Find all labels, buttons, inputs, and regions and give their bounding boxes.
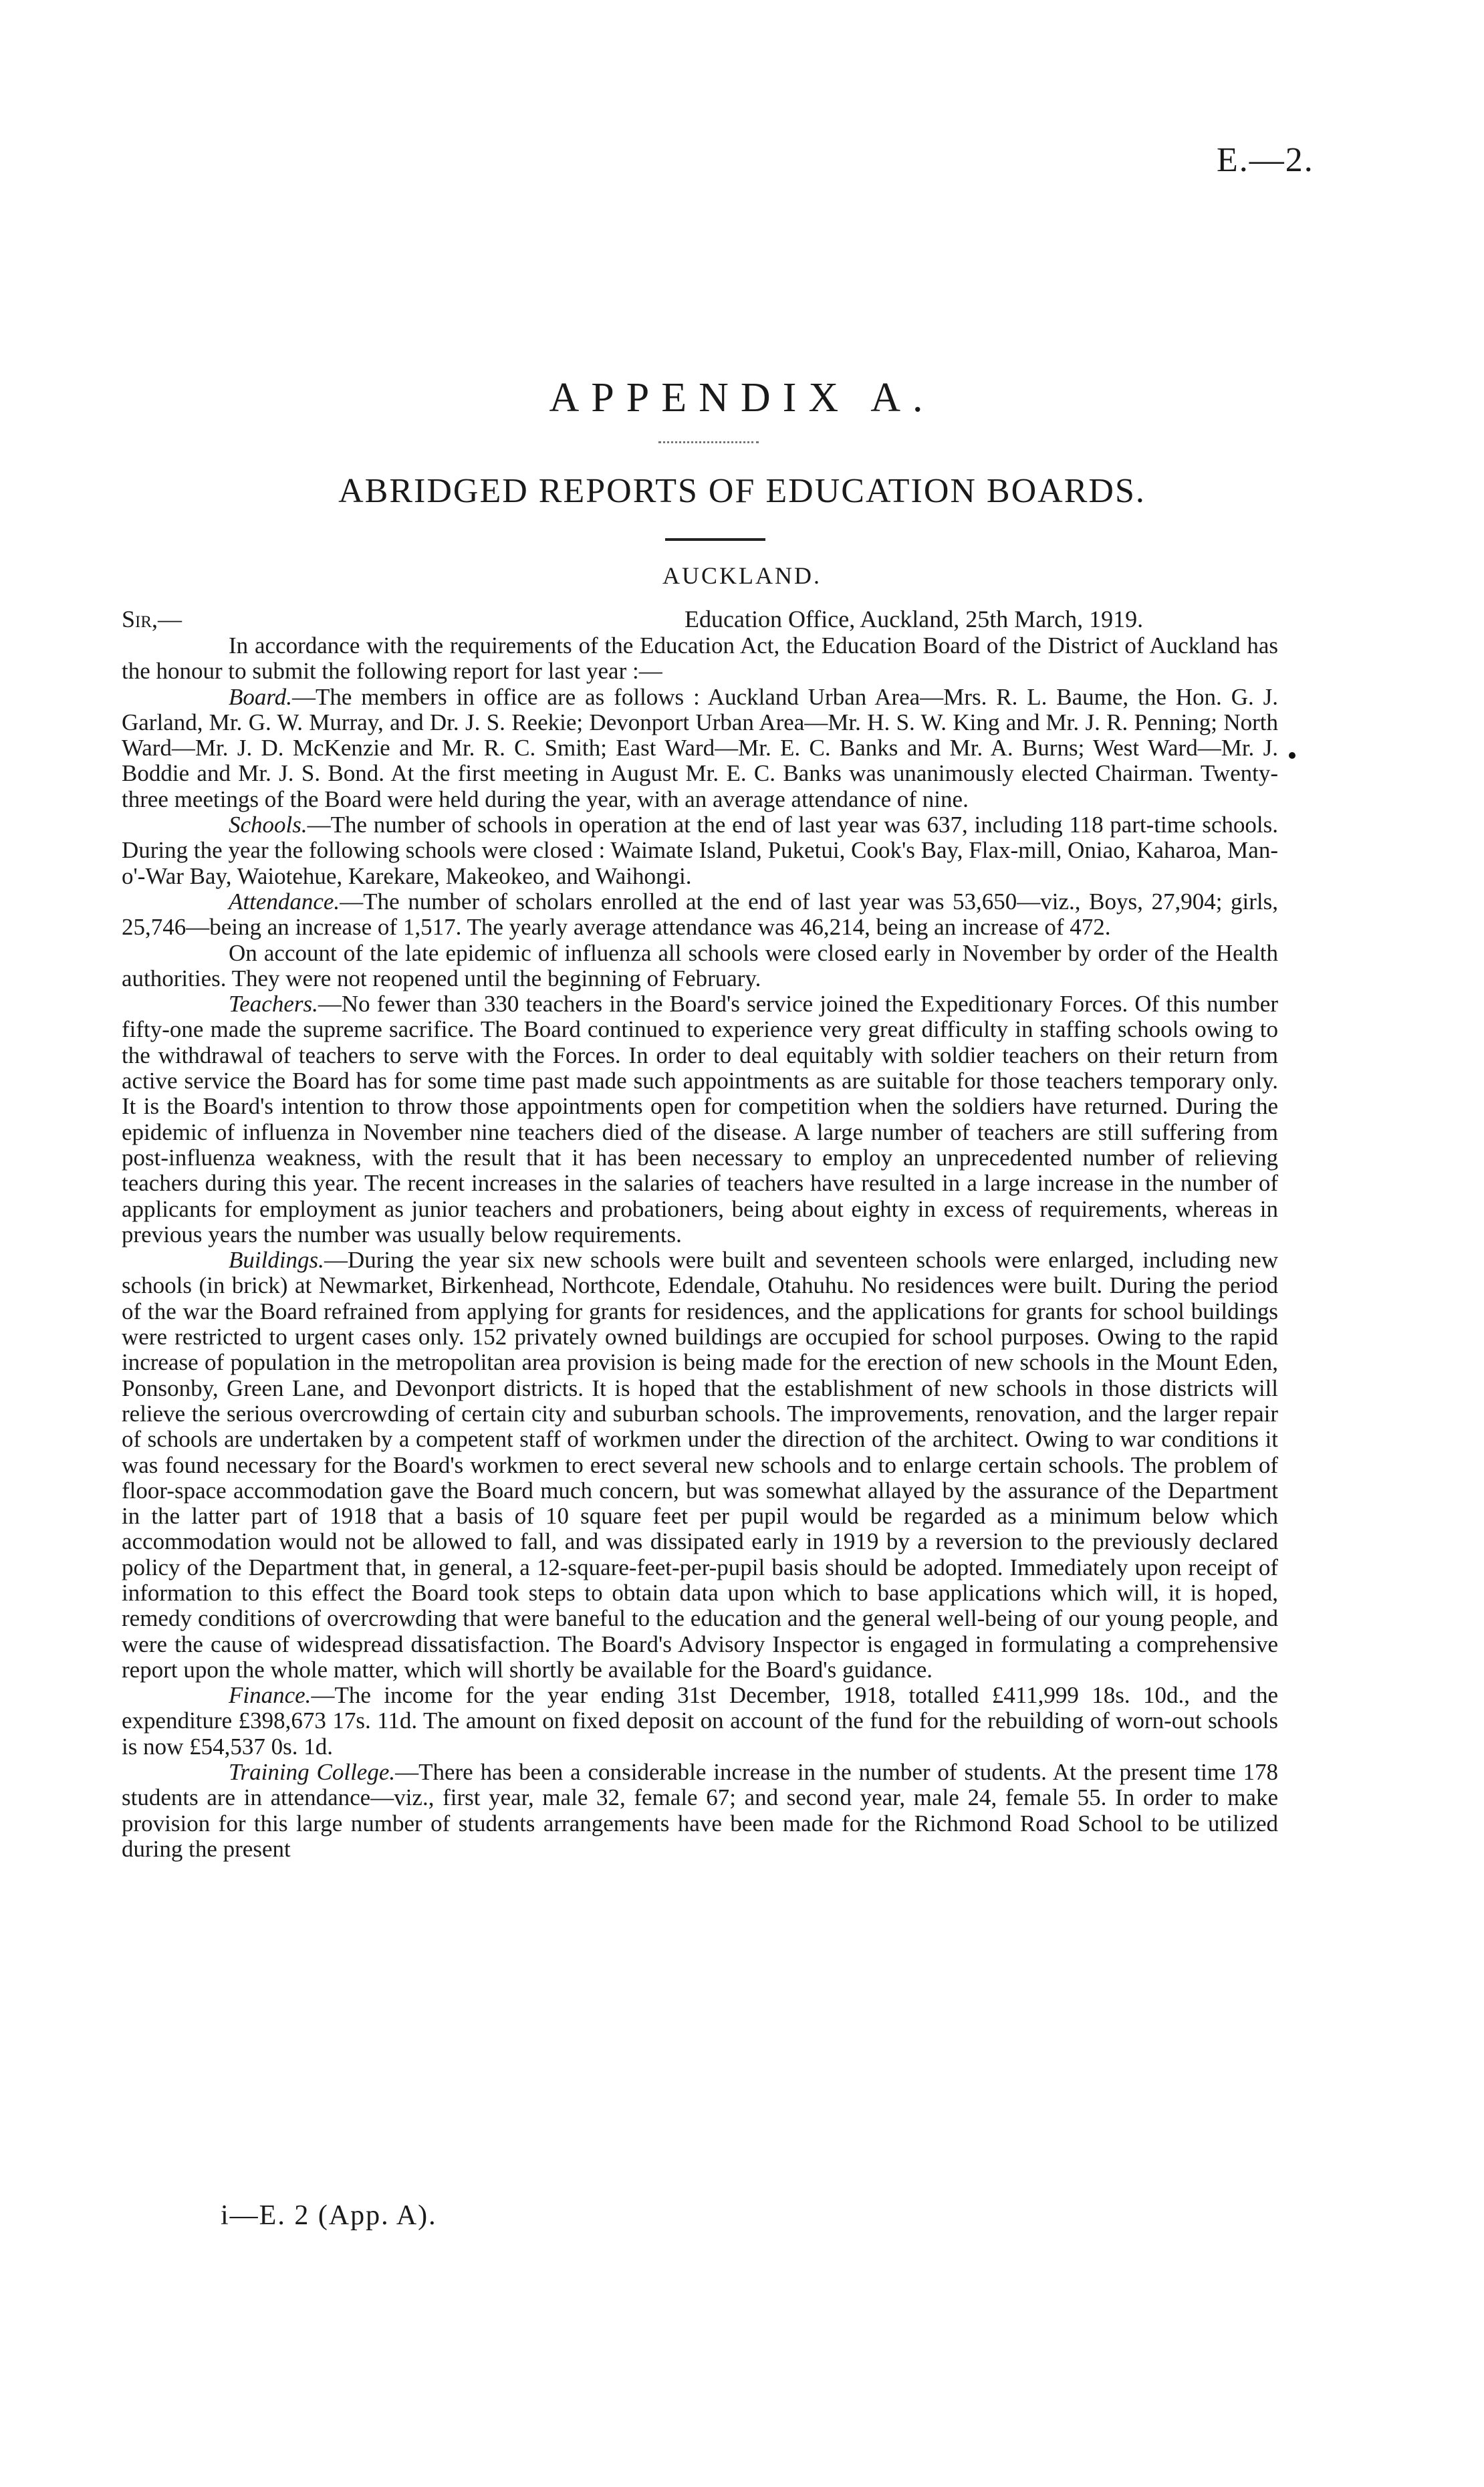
paragraph-training-college — [122, 1760, 1278, 1862]
document-subtitle: ABRIDGED REPORTS OF EDUCATION BOARDS. — [338, 472, 1146, 510]
section-heading: Finance. — [229, 1682, 312, 1709]
salutation: Sir,— — [122, 606, 182, 632]
section-text: —The members in office are as follows : Auckland Urban Area—Mrs. R. L. Baume, the Hon. G. J. Garland, Mr. G. W. Murray, and Dr. J. S. Reekie; Devonport Urban Area—Mr. H. S. W. King and Mr. J. R. Penning; North Ward—Mr. J. D. McKenzie and Mr. R. C. Smith; East Ward—Mr. E. C. Banks and Mr. A. Burns; West Ward—Mr. J. Boddie and Mr. J. S. Bond. At the first meeting in August Mr. E. C. Banks was unanimously elected Chairman. Twenty-three meetings of the Board were held during the year, with an average attendance of nine. — [122, 683, 1278, 812]
paragraph-influenza — [122, 941, 1278, 992]
page-reference: E.—2. — [1217, 141, 1314, 179]
section-text: —No fewer than 330 teachers in the Board's service joined the Expeditionary Forces. Of this number fifty-one made the supreme sacrifice. The Board continued to experience very great difficulty in staffing schools owing to the withdrawal of teachers to serve with the Forces. In order to deal equitably with soldier teachers on their return from active service the Board has for some time past made such appointments as are suitable for those teachers temporary only. It is the Board's intention to throw those appointments open for competition when the soldiers have returned. During the epidemic of influenza in November nine teachers died of the disease. A large number of teachers are still suffering from post-influenza weakness, with the result that it has been necessary to employ an unprecedented number of relieving teachers during this year. The recent increases in the salaries of teachers have resulted in a large increase in the number of applicants for employment as junior teachers and probationers, being about eighty in excess of requirements, whereas in previous years the number was usually below requirements. — [122, 991, 1278, 1248]
title-rule — [665, 538, 765, 541]
section-heading: Training College. — [229, 1759, 396, 1786]
section-heading: Attendance. — [229, 888, 340, 915]
section-text: —During the year six new schools were built and seventeen schools were enlarged, including new schools (in brick) at Newmarket, Birkenhead, Northcote, Edendale, Otahuhu. No residences were built. During the period of the war the Board refrained from applying for grants for residences, and the applications for grants for school buildings were restricted to urgent cases only. 152 privately owned buildings are occupied for school purposes. Owing to the rapid increase of population in the metropolitan area provision is being made for the erection of new schools in the Mount Eden, Ponsonby, Green Lane, and Devonport districts. It is hoped that the establishment of new schools in those districts will relieve the serious overcrowding of certain city and suburban schools. The improvements, renovation, and the larger repair of schools are undertaken by a competent staff of workmen under the direction of the architect. Owing to war conditions it was found necessary for the Board's workmen to erect several new schools and to enlarge certain schools. The problem of floor-space accommodation gave the Board much concern, but was somewhat allayed by the assurance of the Department in the latter part of 1918 that a basis of 10 square feet per pupil would be regarded as a minimum below which accommodation would not be allowed to fall, and was dissipated early in 1919 by a reversion to the previously declared policy of the Department that, in general, a 12-square-feet-per-pupil basis should be adopted. Immediately upon receipt of information to this effect the Board took steps to obtain data upon which to base applications which will, it is hoped, remedy conditions of overcrowding that were baneful to the education and the general well-being of our young people, and were the cause of widespread dissatisfaction. The Board's Advisory Inspector is engaged in formulating a comprehensive report upon the whole matter, which will shortly be available for the Board's guidance. — [122, 1247, 1278, 1683]
section-heading: Teachers. — [229, 991, 318, 1018]
paragraph-board — [122, 685, 1278, 812]
section-text: —The income for the year ending 31st December, 1918, totalled £411,999 18s. 10d., and the expenditure £398,673 17s. 11d. The amount on fixed deposit on account of the fund for the rebuilding of worn-out schools is now £54,537 0s. 1d. — [122, 1682, 1278, 1760]
report-body — [122, 633, 1278, 1862]
paragraph-buildings — [122, 1248, 1278, 1683]
appendix-title: APPENDIX A. — [549, 375, 935, 421]
paragraph-schools — [122, 812, 1278, 889]
paragraph-finance — [122, 1683, 1278, 1760]
section-heading: Schools. — [229, 812, 307, 838]
section-heading: Buildings. — [229, 1247, 324, 1274]
section-text: —The number of scholars enrolled at the end of last year was 53,650—viz., Boys, 27,904; girls, 25,746—being an increase of 1,517. The yearly average attendance was 46,214, being an increase of 472. — [122, 888, 1278, 941]
dotted-divider — [658, 441, 759, 443]
region-heading: AUCKLAND. — [662, 562, 822, 589]
section-heading: Board. — [229, 683, 292, 710]
section-text: —The number of schools in operation at the end of last year was 637, including 118 part-time schools. During the year the following schools were closed : Waimate Island, Puketui, Cook's Bay, Flax-mill, Oniao, Kaharoa, Man-o'-War Bay, Waiotehue, Karekare, Makeokeo, and Waihongi. — [122, 812, 1278, 889]
footer-signature: i—E. 2 (App. A). — [221, 2200, 437, 2231]
dateline: Education Office, Auckland, 25th March, 1919. — [685, 606, 1144, 632]
margin-mark — [1289, 752, 1295, 759]
opening-paragraph: In accordance with the requirements of the Education Act, the Education Board of the District of Auckland has the honour to submit the following report for last year :— — [122, 632, 1278, 685]
section-text: On account of the late epidemic of influenza all schools were closed early in November by order of the Health authorities. They were not reopened until the beginning of February. — [122, 939, 1278, 991]
paragraph-attendance — [122, 889, 1278, 941]
section-text: —There has been a considerable increase in the number of students. At the present time 178 students are in attendance—viz., first year, male 32, female 67; and second year, male 24, female 55. In order to make provision for this large number of students arrangements have been made for the Richmond Road School to be utilized during the present — [122, 1759, 1278, 1862]
paragraph-teachers — [122, 991, 1278, 1248]
